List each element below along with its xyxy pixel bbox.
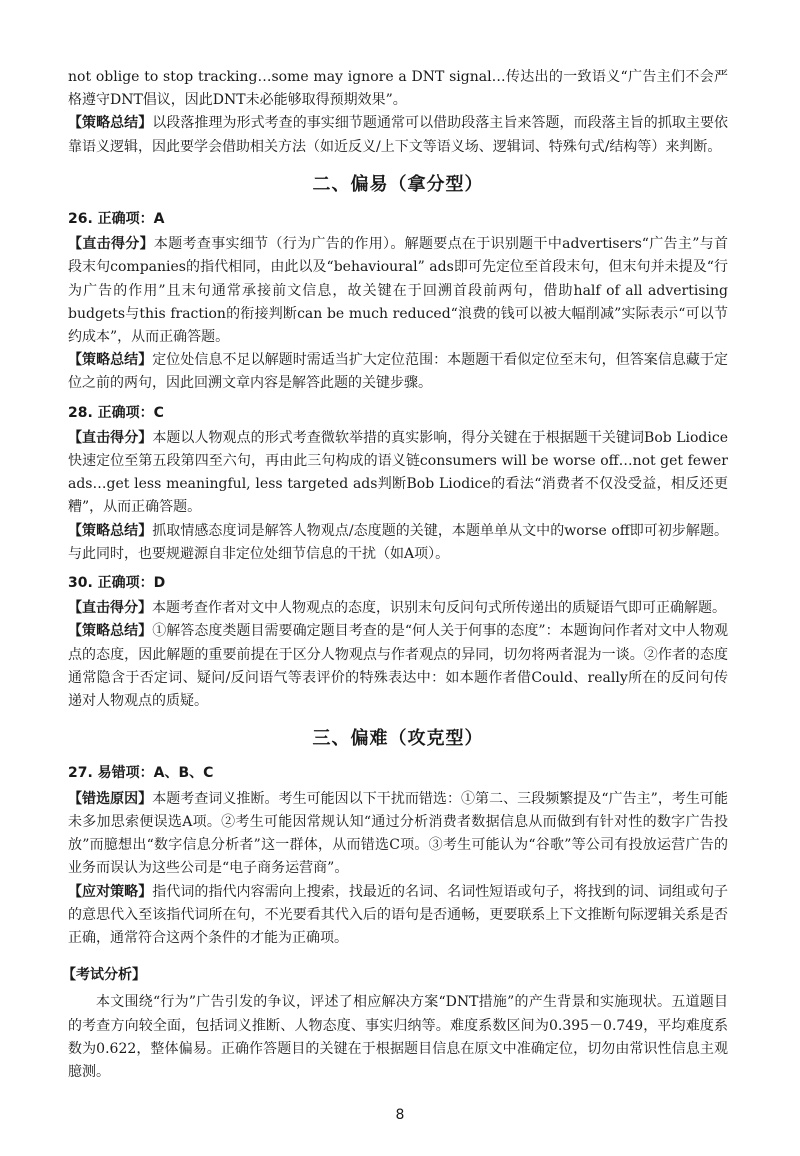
answer-block-28 <box>68 402 728 566</box>
strategy-text: 以段落推理为形式考查的事实细节题通常可以借助段落主旨来答题，而段落主旨的抓取主要依靠语义逻辑，因此要学会借助相关方法（如近反义/上下文等语义场、逻辑词、特殊句式/结构等）来判断。 <box>68 115 729 155</box>
strategy-tag: 【策略总结】 <box>68 352 153 369</box>
strategy-text: 定位处信息不足以解题时需适当扩大定位范围：本题题干看似定位至末句，但答案信息藏于定位之前的两句，因此回溯文章内容是解答此题的关键步骤。 <box>68 352 729 392</box>
coping-strategy-text: 指代词的指代内容需向上搜索，找最近的名词、名词性短语或句子，将找到的词、词组或句子的意思代入至该指代词所在句，不光要看其代入后的语句是否通畅，更要联系上下文推断句际逻辑关系是否正确，通常符合这两个条件的才能为正确项。 <box>68 883 729 946</box>
intro-block <box>68 66 728 159</box>
answer-heading: 30. 正确项：D <box>68 575 166 592</box>
intro-paragraph: not oblige to stop tracking…some may ignore a DNT signal…传达出的一致语义“广告主们不会严格遵守DNT倡议，因此DNT未必能够取得预期效果”。 <box>68 69 728 109</box>
answer-heading: 28. 正确项：C <box>68 404 164 421</box>
answer-analysis <box>68 597 728 620</box>
analysis-tag: 【直击得分】 <box>68 600 152 617</box>
answer-heading: 26. 正确项：A <box>68 211 165 228</box>
coping-strategy-tag: 【应对策略】 <box>68 883 153 900</box>
coping-strategy <box>68 881 728 951</box>
error-reason-tag: 【错选原因】 <box>68 790 153 807</box>
answer-strategy <box>68 620 728 713</box>
error-reason <box>68 788 728 881</box>
answer-strategy <box>68 520 728 566</box>
answer-analysis <box>68 427 728 520</box>
error-reason-text: 本题考查词义推断。考生可能因以下干扰而错选：①第二、三段频繁提及“广告主”，考生可能未多加思索便误选A项。②考生可能因常规认知“通过分析消费者数据信息从而做到有针对性的数字广告投放”而臆想出“数字信息分析者”这一群体，从而错选C项。③考生可能认为“谷歌”等公司有投放运营广告的业务而误认为这些公司是“电子商务运营商”。 <box>68 790 729 877</box>
strategy-tag: 【策略总结】 <box>68 115 153 132</box>
analysis-text: 本题考查作者对文中人物观点的态度，识别末句反问句式所传递出的质疑语气即可正确解题。 <box>152 600 726 617</box>
section-title-hard: 三、偏难（攻克型） <box>312 728 484 750</box>
analysis-tag: 【直击得分】 <box>68 236 154 253</box>
answer-block-30 <box>68 572 728 713</box>
intro-strategy <box>68 112 728 158</box>
answer-block-27 <box>68 762 728 950</box>
answer-strategy <box>68 349 728 395</box>
analysis-tag: 【直击得分】 <box>68 429 153 446</box>
answer-analysis <box>68 233 728 349</box>
strategy-tag: 【策略总结】 <box>68 623 153 640</box>
exam-analysis-heading: 【考试分析】 <box>62 967 146 984</box>
analysis-text: 本题考查事实细节（行为广告的作用）。解题要点在于识别题干中advertisers“广告主”与首段末句companies的指代相同，由此以及“behavioural” ads即可先定位至首段末句，但末句并未提及“行为广告的作用”且末句通常承接前文信息，故关键在于回溯首段前两句，借助half of all advertising budgets与this fraction的衔接判断can be much reduced“浪费的钱可以被大幅削减”实际表示“可以节约成本”，从而正确答题。 <box>68 236 729 346</box>
strategy-text: ①解答态度类题目需要确定题目考查的是“何人关于何事的态度”：本题询问作者对文中人物观点的态度，因此解题的重要前提在于区分人物观点与作者观点的异同，切勿将两者混为一谈。②作者的态度通常隐含于否定词、疑问/反问语气等表评价的特殊表达中：如本题作者借Could、really所在的反问句传递对人物观点的质疑。 <box>68 623 729 710</box>
analysis-text: 本题以人物观点的形式考查微软举措的真实影响，得分关键在于根据题干关键词Bob Liodice快速定位至第五段第四至六句，再由此三句构成的语义链consumers will be worse off…not get fewer ads…get less meaningful, less targeted ads判断Bob Liodice的看法“消费者不仅没受益，相反还更糟”，从而正确答题。 <box>68 429 729 516</box>
strategy-text: 抓取情感态度词是解答人物观点/态度题的关键，本题单单从文中的worse off即可初步解题。与此同时，也要规避源自非定位处细节信息的干扰（如A项）。 <box>68 522 728 562</box>
section-title-easy: 二、偏易（拿分型） <box>312 173 484 195</box>
strategy-tag: 【策略总结】 <box>68 522 153 539</box>
answer-heading: 27. 易错项：A、B、C <box>68 765 214 782</box>
exam-analysis-body: 本文围绕“行为”广告引发的争议，评述了相应解决方案“DNT措施”的产生背景和实施现状。五道题目的考查方向较全面，包括词义推断、人物态度、事实归纳等。难度系数区间为0.395－0.749，平均难度系数为0.622，整体偏易。正确作答题目的关键在于根据题目信息在原文中准确定位，切勿由常识性信息主观臆测。 <box>68 994 728 1080</box>
answer-block-26 <box>68 208 728 396</box>
page-number: 8 <box>395 1107 405 1123</box>
